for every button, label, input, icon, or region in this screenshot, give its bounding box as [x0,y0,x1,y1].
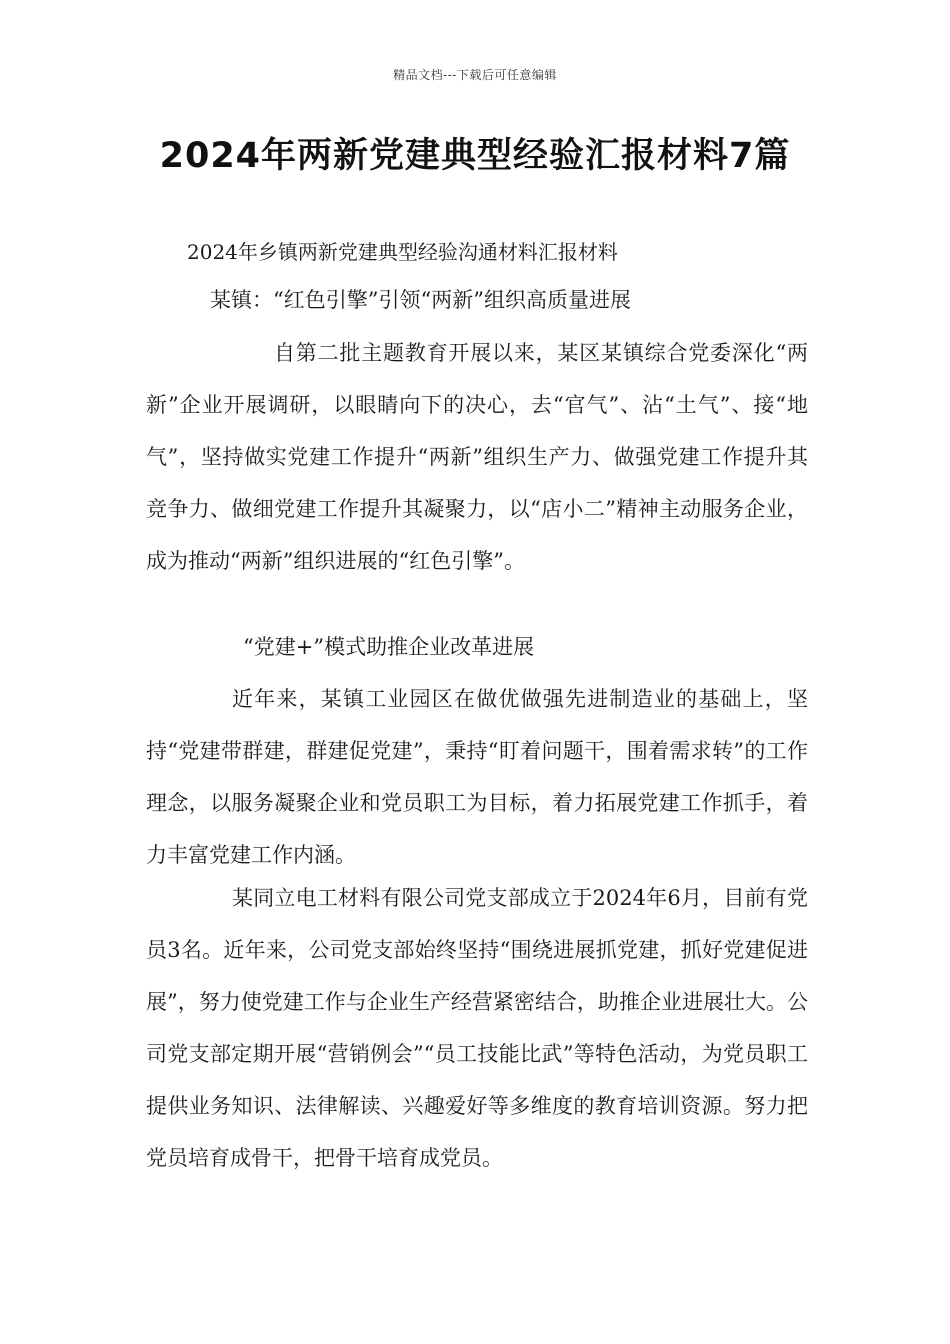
section-heading: “党建+”模式助推企业改革进展 [243,635,535,659]
paragraph-industrial-park: 近年来，某镇工业园区在做优做强先进制造业的基础上，坚持“党建带群建，群建促党建”，秉持“盯着问题干，围着需求转”的工作理念，以服务凝聚企业和党员职工为目标，着力拓展党建工作抓手，着力丰富党建工作内涵。 [146,687,808,867]
document-title: 2024年两新党建典型经验汇报材料7篇 [159,136,791,176]
paragraph-company-branch: 某同立电工材料有限公司党支部成立于2024年6月，目前有党员3名。近年来，公司党支部始终坚持“围绕进展抓党建，抓好党建促进展”，努力使党建工作与企业生产经营紧密结合，助推企业进展壮大。公司党支部定期开展“营销例会”“员工技能比武”等特色活动，为党员职工提供业务知识、法律解读、兴趣爱好等多维度的教育培训资源。努力把党员培育成骨干，把骨干培育成党员。 [146,886,808,1170]
org-headline: 某镇：“红色引擎”引领“两新”组织高质量进展 [210,288,631,312]
document-subtitle: 2024年乡镇两新党建典型经验沟通材料汇报材料 [187,240,618,264]
paragraph-intro: 自第二批主题教育开展以来，某区某镇综合党委深化“两新”企业开展调研，以眼睛向下的决心，去“官气”、沾“土气”、接“地气”，坚持做实党建工作提升“两新”组织生产力、做强党建工作提升其竞争力、做细党建工作提升其凝聚力，以“店小二”精神主动服务企业，成为推动“两新”组织进展的“红色引擎”。 [146,341,808,573]
header-watermark: 精品文档---下载后可任意编辑 [393,68,557,82]
